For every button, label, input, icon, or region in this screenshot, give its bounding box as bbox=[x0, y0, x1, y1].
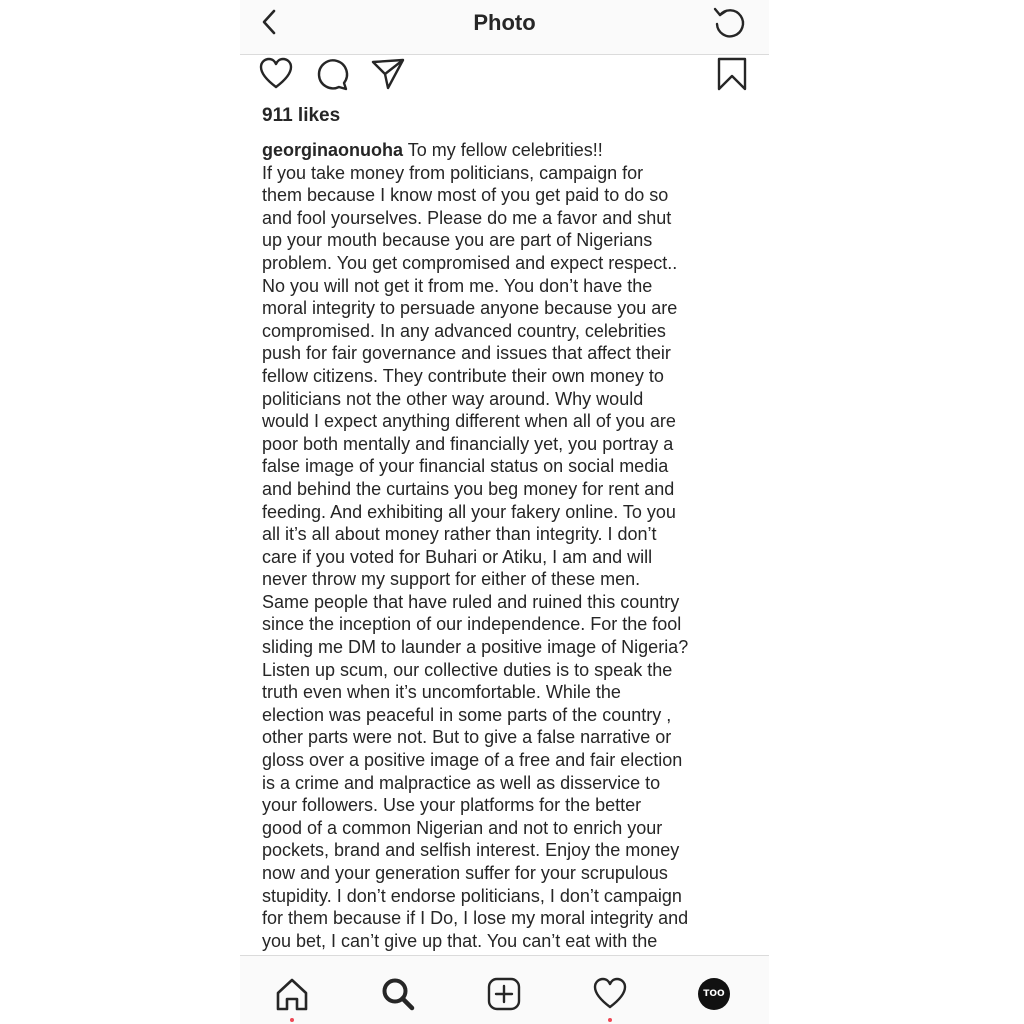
bottom-tab-bar bbox=[240, 955, 769, 1024]
caption-line: problem. You get compromised and expect respect.. bbox=[262, 252, 678, 273]
caption-line: other parts were not. But to give a false narrative or bbox=[262, 727, 672, 748]
bookmark-icon[interactable] bbox=[714, 56, 750, 92]
caption-line: good of a common Nigerian and not to enrich your bbox=[262, 817, 663, 838]
comment-bubble-icon[interactable] bbox=[314, 56, 350, 92]
top-navigation-bar bbox=[240, 0, 769, 55]
caption-line: Same people that have ruled and ruined this country bbox=[262, 591, 680, 612]
post-action-bar bbox=[240, 54, 769, 94]
caption-line: since the inception of our independence. For the fool bbox=[262, 614, 682, 635]
caption-line: politicians not the other way around. Why would bbox=[262, 388, 644, 409]
home-notification-dot bbox=[290, 1018, 294, 1022]
caption-line: sliding me DM to launder a positive image of Nigeria? bbox=[262, 637, 689, 658]
caption-first-line bbox=[262, 139, 758, 162]
activity-notification-dot bbox=[608, 1018, 612, 1022]
caption-line: gloss over a positive image of a free and fair election bbox=[262, 750, 683, 771]
caption-line: No you will not get it from me. You don’t have the bbox=[262, 275, 653, 296]
caption-line: pockets, brand and selfish interest. Enjoy the money bbox=[262, 840, 680, 861]
page-title: Photo bbox=[473, 10, 536, 35]
caption-line: Listen up scum, our collective duties is to speak the bbox=[262, 659, 673, 680]
caption-line: push for fair governance and issues that affect their bbox=[262, 343, 671, 364]
caption-line: If you take money from politicians, campaign for bbox=[262, 162, 644, 183]
caption-line: care if you voted for Buhari or Atiku, I am and will bbox=[262, 546, 653, 567]
post-caption bbox=[262, 139, 758, 952]
caption-line: compromised. In any advanced country, celebrities bbox=[262, 320, 666, 341]
caption-body bbox=[262, 162, 758, 953]
caption-line: now and your generation suffer for your scrupulous bbox=[262, 863, 668, 883]
caption-line: would I expect anything different when all of you are bbox=[262, 411, 676, 432]
heart-icon[interactable] bbox=[258, 56, 294, 92]
caption-line: for them because if I Do, I lose my moral integrity and bbox=[262, 908, 689, 929]
caption-text: To my fellow celebrities!! bbox=[407, 140, 603, 160]
caption-line: moral integrity to persuade anyone because you are bbox=[262, 298, 678, 319]
caption-line: your followers. Use your platforms for the better bbox=[262, 795, 642, 816]
add-post-icon[interactable] bbox=[486, 976, 522, 1012]
search-icon[interactable] bbox=[380, 976, 416, 1012]
activity-heart-icon[interactable] bbox=[592, 976, 628, 1012]
caption-line: stupidity. I don’t endorse politicians, I don’t campaign bbox=[262, 885, 682, 906]
caption-line: never throw my support for either of these men. bbox=[262, 569, 641, 590]
caption-line: and behind the curtains you beg money for rent and bbox=[262, 478, 675, 499]
home-icon[interactable] bbox=[274, 976, 310, 1012]
caption-line: up your mouth because you are part of Nigerians bbox=[262, 230, 653, 251]
caption-line: and fool yourselves. Please do me a favor and shut bbox=[262, 207, 672, 228]
caption-line: poor both mentally and financially yet, you portray a bbox=[262, 433, 674, 454]
scroll-content[interactable] bbox=[240, 0, 769, 955]
paper-plane-icon[interactable] bbox=[370, 56, 406, 92]
profile-avatar[interactable]: TOO bbox=[698, 978, 730, 1010]
username-link[interactable]: georginaonuoha bbox=[262, 140, 403, 160]
instagram-photo-screen bbox=[240, 0, 769, 1024]
caption-line: truth even when it’s uncomfortable. While the bbox=[262, 682, 621, 703]
caption-line: fellow citizens. They contribute their own money to bbox=[262, 365, 664, 386]
caption-line: feeding. And exhibiting all your fakery online. To you bbox=[262, 501, 676, 522]
caption-line: all it’s all about money rather than integrity. I don’t bbox=[262, 524, 657, 545]
caption-line: you bet, I can’t give up that. You can’t eat with the bbox=[262, 930, 658, 951]
refresh-icon[interactable] bbox=[711, 4, 747, 40]
caption-line: is a crime and malpractice as well as disservice to bbox=[262, 772, 661, 793]
caption-line: false image of your financial status on social media bbox=[262, 456, 669, 477]
caption-line: them because I know most of you get paid to do so bbox=[262, 185, 669, 206]
caption-line: election was peaceful in some parts of the country , bbox=[262, 704, 672, 725]
like-count[interactable]: 911 likes bbox=[262, 105, 341, 126]
